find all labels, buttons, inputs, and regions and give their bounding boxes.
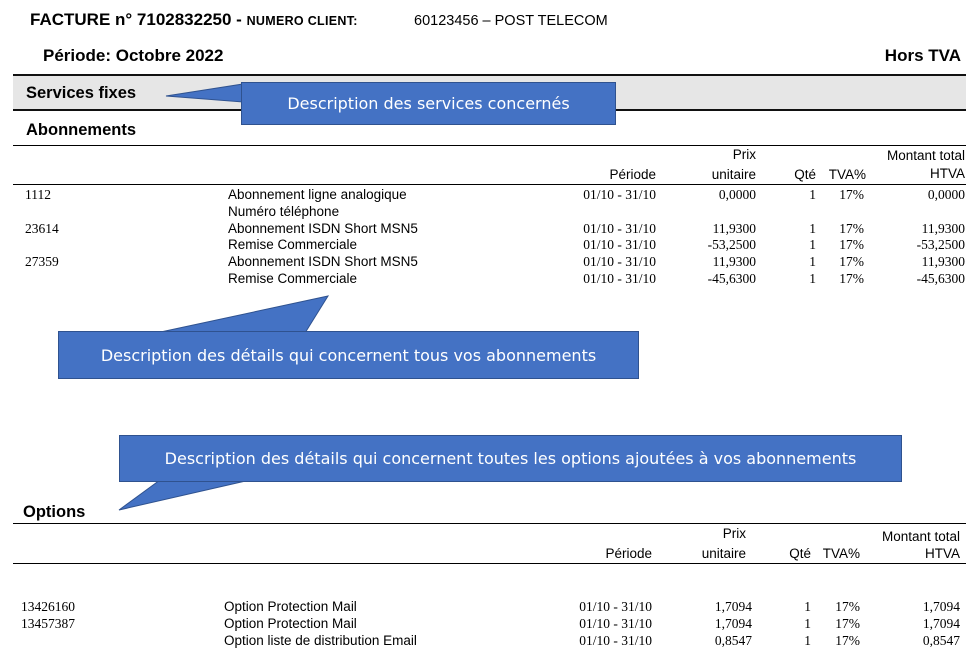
col-htva: HTVA xyxy=(924,546,960,561)
col-qte: Qté xyxy=(794,167,816,182)
row-total: 0,0000 xyxy=(927,187,965,202)
row-period: 01/10 - 31/10 xyxy=(579,632,652,648)
tax-note: Hors TVA xyxy=(884,46,961,65)
services-callout-pointer xyxy=(166,84,243,102)
col-prix: Prix xyxy=(722,526,746,541)
row-description: Abonnement ISDN Short MSN5 xyxy=(228,254,418,270)
row-tva: 17% xyxy=(839,237,864,253)
row-period: 01/10 - 31/10 xyxy=(583,254,656,270)
row-quantity: 1 xyxy=(809,187,816,202)
row-description: Remise Commerciale xyxy=(228,237,358,253)
client-label: NUMERO CLIENT: xyxy=(246,14,358,28)
row-tva: 17% xyxy=(839,271,864,286)
row-tva: 17% xyxy=(839,187,864,202)
row-unit-price: 0,8547 xyxy=(714,632,752,648)
col-montant: Montant total xyxy=(881,529,960,544)
billing-period: Période: Octobre 2022 xyxy=(43,46,224,65)
row-quantity: 1 xyxy=(804,599,811,614)
row-tva: 17% xyxy=(839,220,864,236)
row-quantity: 1 xyxy=(809,254,816,270)
services-callout xyxy=(241,82,616,125)
row-description: Abonnement ligne analogique xyxy=(228,187,407,202)
row-description: Remise Commerciale xyxy=(228,271,358,286)
options-callout xyxy=(119,435,902,482)
row-description: Option Protection Mail xyxy=(224,599,357,614)
row-total: 1,7094 xyxy=(922,615,960,631)
row-tva: 17% xyxy=(839,254,864,270)
row-period: 01/10 - 31/10 xyxy=(583,220,656,236)
invoice-number: FACTURE n° 7102832250 - xyxy=(30,10,242,29)
row-description: Option Protection Mail xyxy=(224,615,357,631)
col-prix: Prix xyxy=(732,147,756,162)
row-period: 01/10 - 31/10 xyxy=(579,615,652,631)
row-total: -53,2500 xyxy=(916,237,965,253)
row-description: Option liste de distribution Email xyxy=(224,632,417,648)
row-quantity: 1 xyxy=(809,220,816,236)
row-total: -45,6300 xyxy=(916,271,965,286)
row-period: 01/10 - 31/10 xyxy=(583,237,656,253)
options-callout-pointer xyxy=(119,480,250,510)
row-code: 27359 xyxy=(25,254,59,270)
col-tva: TVA% xyxy=(822,546,860,561)
col-unitaire: unitaire xyxy=(701,546,746,561)
row-unit-price: 1,7094 xyxy=(714,599,752,614)
row-unit-price: 11,9300 xyxy=(712,254,756,270)
abonnements-callout xyxy=(58,331,639,379)
row-unit-price: 1,7094 xyxy=(714,615,752,631)
options-title: Options xyxy=(23,503,86,521)
row-total: 0,8547 xyxy=(922,632,960,648)
row-description: Numéro téléphone xyxy=(228,203,340,219)
client-value: 60123456 – POST TELECOM xyxy=(414,13,608,29)
row-description: Abonnement ISDN Short MSN5 xyxy=(228,220,418,236)
row-code: 13457387 xyxy=(21,615,75,631)
col-periode: Période xyxy=(609,167,656,182)
row-code: 13426160 xyxy=(21,599,75,614)
row-quantity: 1 xyxy=(809,237,816,253)
col-montant: Montant total xyxy=(886,148,965,163)
row-tva: 17% xyxy=(835,599,860,614)
row-quantity: 1 xyxy=(804,632,811,648)
row-period: 01/10 - 31/10 xyxy=(583,187,656,202)
services-title: Services fixes xyxy=(26,84,137,102)
abonnements-callout-text: Description des détails qui concernent tous vos abonnements xyxy=(100,345,597,365)
col-tva: TVA% xyxy=(828,167,866,182)
row-period: 01/10 - 31/10 xyxy=(579,599,652,614)
row-code: 1112 xyxy=(25,187,51,202)
row-tva: 17% xyxy=(835,632,860,648)
col-unitaire: unitaire xyxy=(711,167,756,182)
col-periode: Période xyxy=(605,546,652,561)
services-callout-text: Description des services concernés xyxy=(287,94,570,113)
row-code: 23614 xyxy=(25,220,59,236)
options-callout-text: Description des détails qui concernent toutes les options ajoutées à vos abonnements xyxy=(164,449,857,468)
row-unit-price: -53,2500 xyxy=(707,237,756,253)
row-period: 01/10 - 31/10 xyxy=(583,271,656,286)
abonnements-title: Abonnements xyxy=(26,121,137,139)
row-unit-price: 0,0000 xyxy=(718,187,756,202)
row-total: 11,9300 xyxy=(921,220,965,236)
row-tva: 17% xyxy=(835,615,860,631)
col-qte: Qté xyxy=(789,546,811,561)
row-total: 11,9300 xyxy=(921,254,965,270)
row-quantity: 1 xyxy=(809,271,816,286)
row-unit-price: 11,9300 xyxy=(712,220,756,236)
col-htva: HTVA xyxy=(929,166,965,181)
row-quantity: 1 xyxy=(804,615,811,631)
row-unit-price: -45,6300 xyxy=(707,271,756,286)
row-total: 1,7094 xyxy=(922,599,960,614)
abonnements-callout-pointer xyxy=(156,296,328,333)
